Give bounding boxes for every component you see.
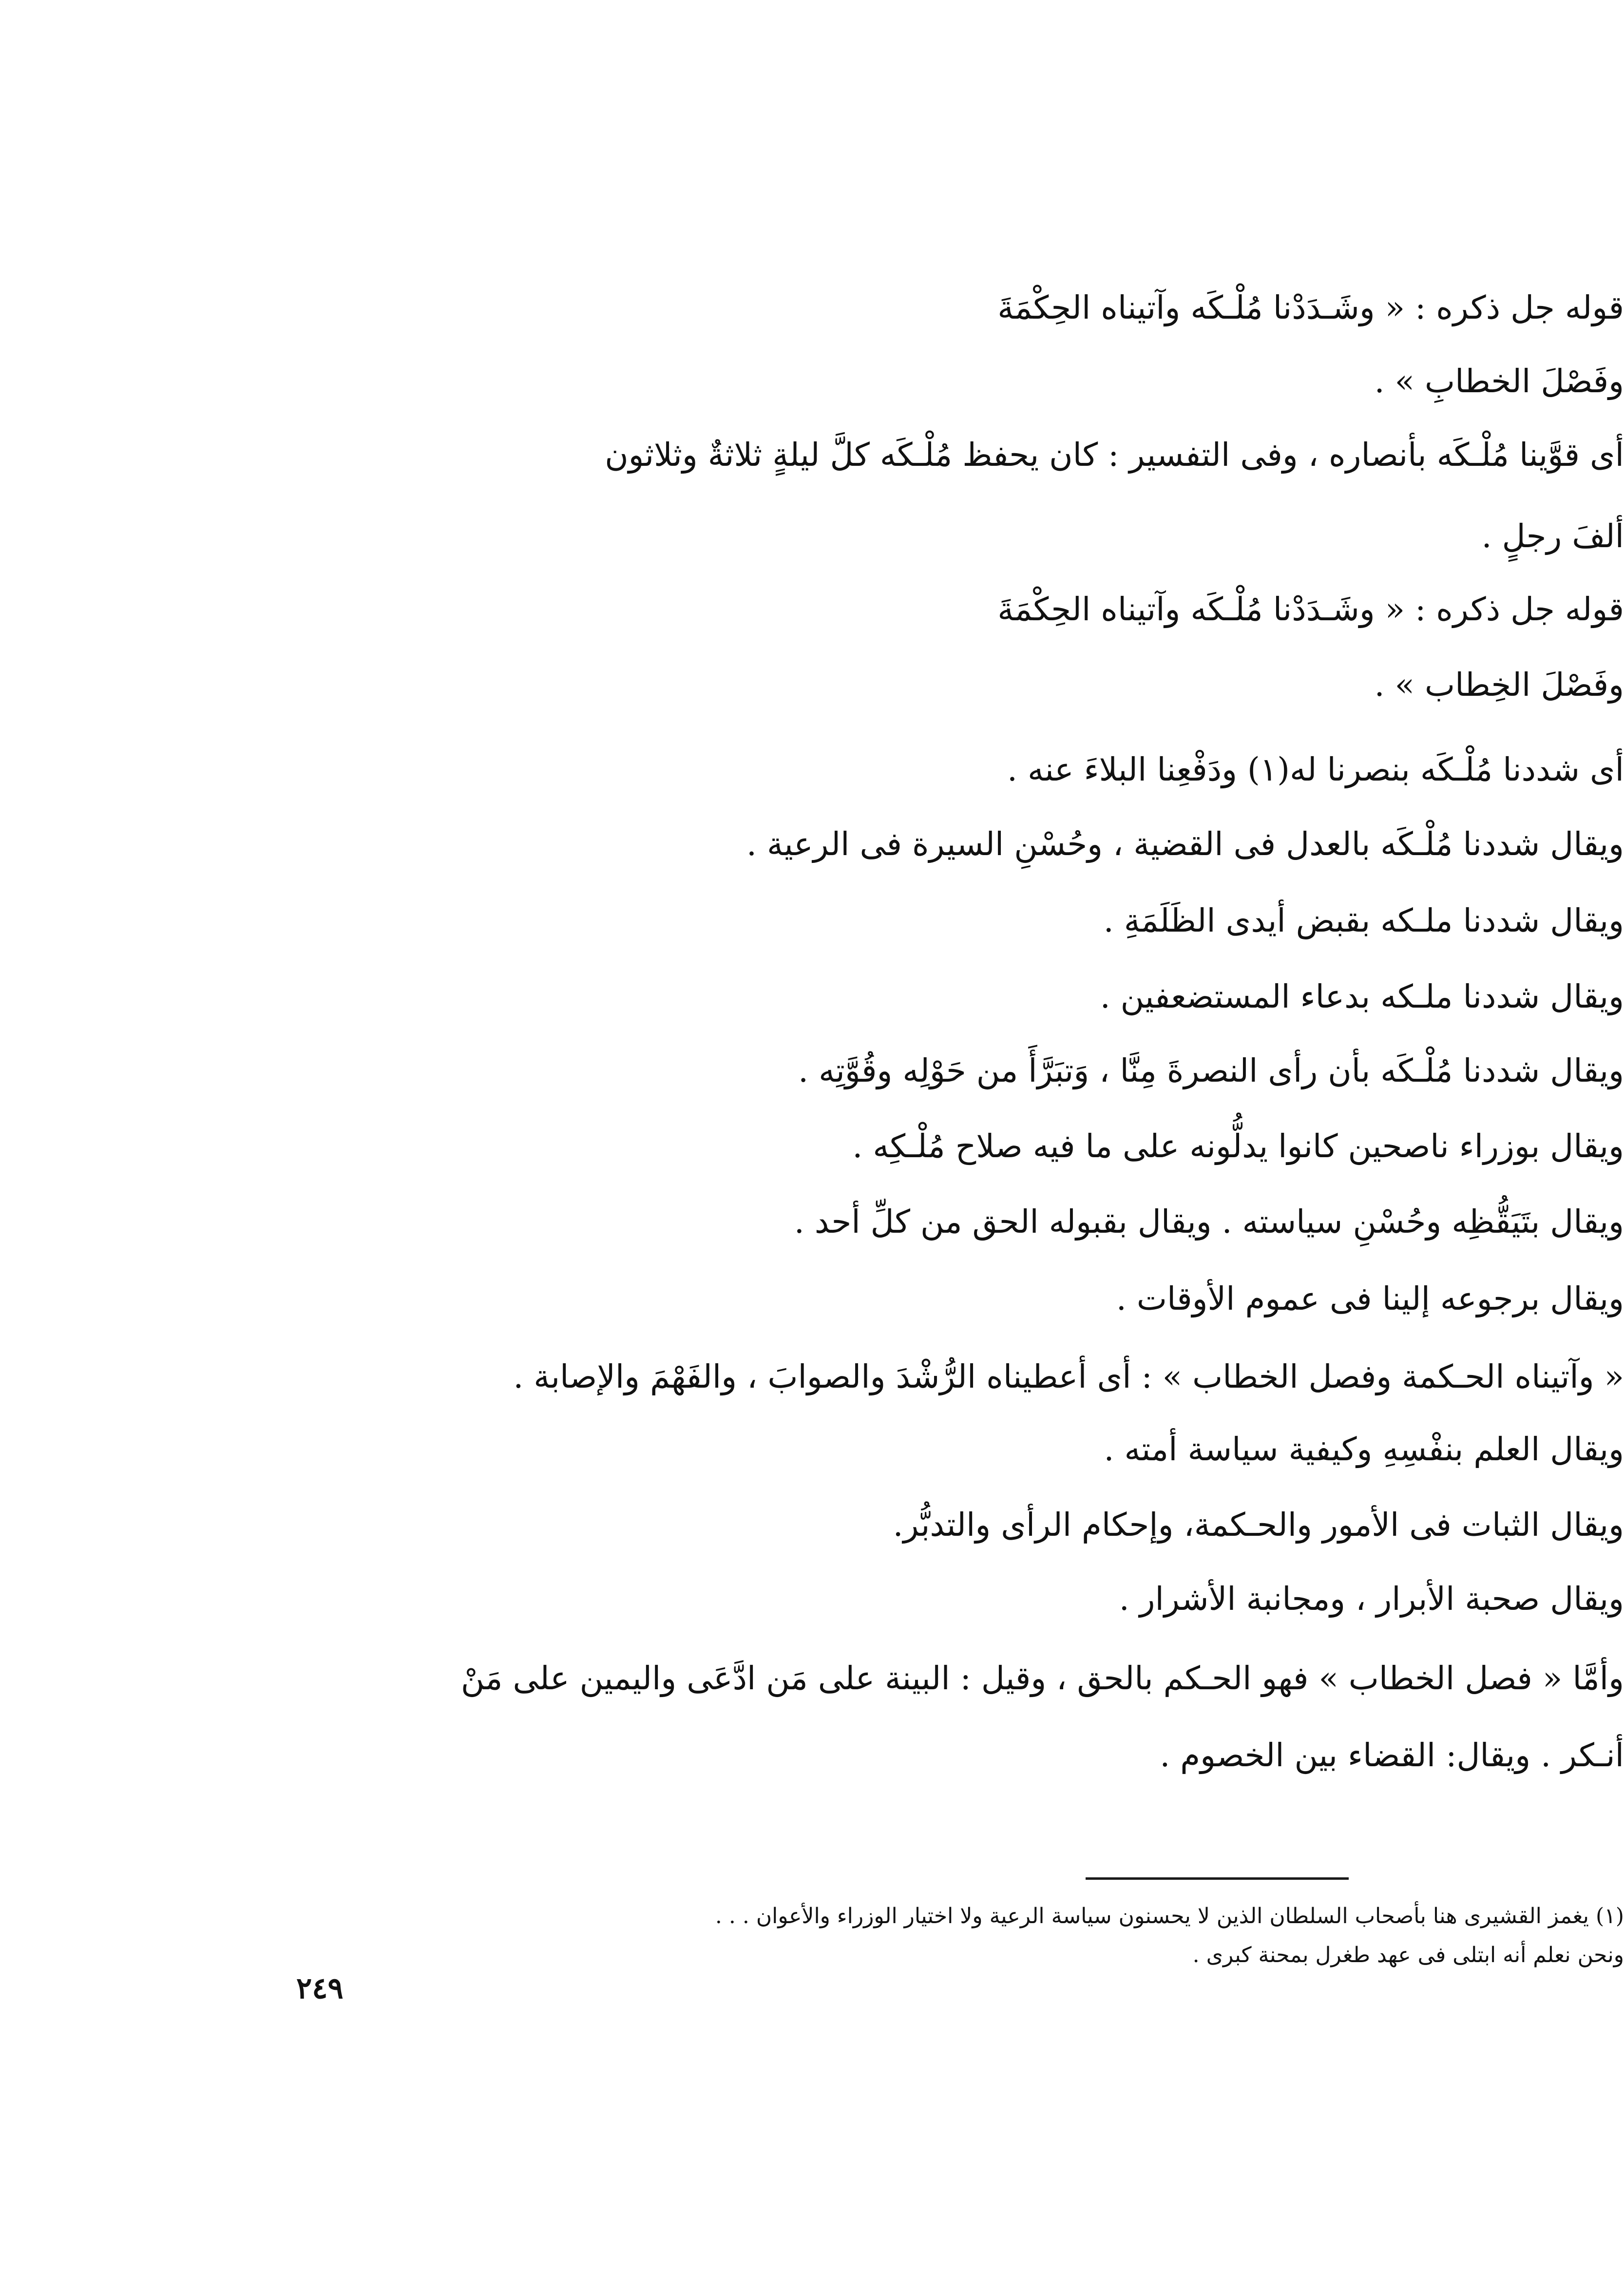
body-text-line: أى قوَّينا مُلْـكَه بأنصاره ، وفى التفسير : كان يحفظ مُلْـكَه كلَّ ليلةٍ ثلاثةٌ وثلاثون	[605, 436, 1624, 474]
body-text-line: أى شددنا مُلْـكَه بنصرنا له(١) ودَفْعِنا البلاءَ عنه .	[1007, 751, 1624, 788]
body-text-line: وأمَّا « فصل الخطاب » فهو الحـكم بالحق ، وقيل : البينة على مَن ادَّعَى واليمين على مَنْ	[460, 1660, 1624, 1697]
body-text-line: ويقال العلم بنفْسِهِ وكيفية سياسة أمته .	[1104, 1431, 1624, 1468]
verse-heading-1-cont: وفَصْلَ الخطابِ » .	[1374, 363, 1624, 400]
verse-heading-2-cont: وفَصْلَ الخِطاب » .	[1374, 666, 1624, 704]
body-text-line: ويقال بوزراء ناصحين كانوا يدلُّونه على ما فيه صلاح مُلْـكِه .	[852, 1127, 1624, 1165]
body-text-line: ويقال الثبات فى الأمور والحـكمة، وإحكام الرأى والتدبُّر.	[893, 1506, 1624, 1544]
body-text-line: ويقال شددنا مُلْـكَه بالعدل فى القضية ، وحُسْنِ السيرة فى الرعية .	[746, 825, 1624, 863]
body-text-line: ويقال شددنا ملـكه بقبض أيدى الظَلَمَةِ .	[1103, 902, 1624, 939]
body-text-line: ويقال شددنا ملـكه بدعاء المستضعفين .	[1100, 978, 1624, 1015]
body-text-line: أنـكر . ويقال: القضاء بين الخصوم .	[1160, 1737, 1624, 1774]
page-number: ٢٤٩	[296, 1971, 344, 2005]
body-text-line: ويقال برجوعه إلينا فى عموم الأوقات .	[1116, 1280, 1624, 1317]
body-text-line: « وآتيناه الحـكمة وفصل الخطاب » : أى أعطيناه الرُّشْدَ والصوابَ ، والفَهْمَ والإصابة .	[513, 1358, 1624, 1395]
body-text-line: ويقال صحبة الأبرار ، ومجانبة الأشرار .	[1119, 1580, 1624, 1618]
footnote-line: (١) يغمز القشيرى هنا بأصحاب السلطان الذين لا يحسنون سياسة الرعية ولا اختيار الوزراء والأعوان . . .	[715, 1904, 1624, 1928]
footnote-divider	[1086, 1877, 1349, 1880]
verse-heading-2: قوله جل ذكره : « وشَـدَدْنا مُلْـكَه وآتيناه الحِكْمَةَ	[997, 591, 1624, 628]
body-text-line: ألفَ رجلٍ .	[1481, 517, 1624, 555]
verse-heading-1: قوله جل ذكره : « وشَـدَدْنا مُلْـكَه وآتيناه الحِكْمَةَ	[997, 289, 1624, 326]
body-text-line: ويقال شددنا مُلْـكَه بأن رأى النصرةَ مِنَّا ، وَتبَرَّأَ من حَوْلِه وقُوَّتِه .	[798, 1052, 1624, 1089]
footnote-line: ونحن نعلم أنه ابتلى فى عهد طغرل بمحنة كبرى .	[1192, 1943, 1624, 1967]
body-text-line: ويقال بتَيَقُّظِه وحُسْنِ سياسته . ويقال بقبوله الحق من كلِّ أحد .	[794, 1203, 1624, 1241]
